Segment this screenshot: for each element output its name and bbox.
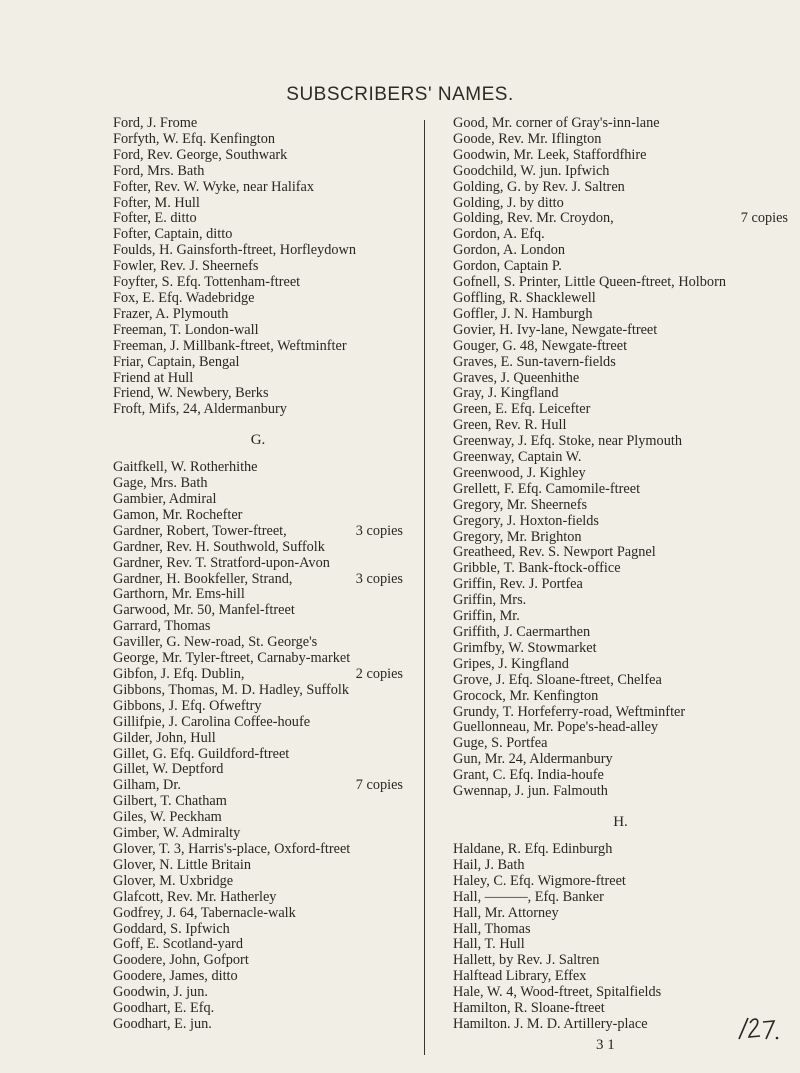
subscriber-name: Gilham, Dr.: [113, 777, 181, 794]
subscriber-entry: [453, 307, 788, 323]
subscriber-name: Goddard, S. Ipfwich: [113, 920, 230, 937]
subscriber-entry: [113, 572, 403, 588]
subscriber-name: Gibbons, J. Efq. Ofweftry: [113, 697, 262, 714]
subscriber-entry: [453, 418, 788, 434]
subscriber-entry: [113, 540, 403, 556]
subscriber-name: Grellett, F. Efq. Camomile-ftreet: [453, 480, 641, 497]
subscriber-entry: [453, 466, 788, 482]
subscriber-name: Gardner, Rev. T. Stratford-upon-Avon: [113, 554, 330, 571]
copies-count: 7 copies: [740, 210, 788, 227]
subscriber-entry: [453, 561, 788, 577]
subscriber-entry: [453, 736, 788, 752]
subscriber-entry: [113, 386, 403, 402]
subscriber-name: Golding, G. by Rev. J. Saltren: [453, 178, 625, 195]
subscriber-name: Gregory, Mr. Sheernefs: [453, 496, 588, 513]
subscriber-name: Hamilton. J. M. D. Artillery-place: [453, 1015, 648, 1032]
subscriber-entry: [113, 747, 403, 763]
subscriber-entry: [113, 826, 403, 842]
subscriber-entry: [113, 651, 403, 667]
subscriber-entry: [113, 243, 403, 259]
subscriber-name: Griffin, Mr.: [453, 608, 520, 625]
subscriber-name: Grundy, T. Horfeferry-road, Weftminfter: [453, 703, 686, 720]
subscriber-name: Goodere, James, ditto: [113, 968, 238, 985]
subscriber-name: Garwood, Mr. 50, Manfel-ftreet: [113, 602, 295, 619]
subscriber-entry: [113, 460, 403, 476]
subscriber-name: Green, E. Efq. Leicefter: [453, 401, 591, 418]
copies-count: 3 copies: [355, 570, 403, 587]
subscriber-name: Hall, T. Hull: [453, 936, 525, 953]
subscriber-entry: [113, 211, 403, 227]
subscriber-name: Goffler, J. N. Hamburgh: [453, 305, 593, 322]
subscriber-name: Grocock, Mr. Kenfington: [453, 687, 599, 704]
subscriber-entry: [113, 339, 403, 355]
subscriber-entry: [453, 922, 788, 938]
subscriber-entry: [453, 148, 788, 164]
subscriber-name: Gordon, A. Efq.: [453, 226, 545, 243]
subscriber-entry: [453, 498, 788, 514]
subscriber-entry: [453, 593, 788, 609]
subscriber-entry: [113, 196, 403, 212]
subscriber-name: Goodchild, W. jun. Ipfwich: [453, 162, 610, 179]
section-heading-g: G.: [250, 432, 266, 449]
handwritten-mark: [737, 1015, 781, 1048]
subscriber-name: Friar, Captain, Bengal: [113, 353, 240, 370]
subscriber-name: Hallett, by Rev. J. Saltren: [453, 952, 600, 969]
subscriber-name: Hall, Mr. Attorney: [453, 904, 559, 921]
subscriber-name: Fofter, M. Hull: [113, 194, 200, 211]
subscriber-name: Gordon, Captain P.: [453, 258, 562, 275]
subscriber-entry: [453, 164, 788, 180]
subscriber-entry: [113, 667, 403, 683]
subscriber-entry: [113, 969, 403, 985]
subscriber-name: Haldane, R. Efq. Edinburgh: [453, 840, 613, 857]
subscriber-entry: [453, 705, 788, 721]
subscriber-name: Garrard, Thomas: [113, 618, 211, 635]
subscriber-name: Hale, W. 4, Wood-ftreet, Spitalfields: [453, 984, 662, 1001]
subscriber-entry: [113, 180, 403, 196]
subscriber-name: Ford, J. Frome: [113, 115, 198, 131]
copies-count: 2 copies: [355, 666, 403, 682]
subscriber-entry: [113, 291, 403, 307]
subscriber-entry: [453, 874, 788, 890]
subscriber-entry: [453, 858, 788, 874]
subscriber-entry: [113, 259, 403, 275]
subscriber-entry: [453, 953, 788, 969]
h-entries-list: [453, 842, 788, 1033]
subscriber-entry: [113, 524, 403, 540]
subscriber-name: Hall, Thomas: [453, 920, 531, 937]
subscriber-name: Gibfon, J. Efq. Dublin,: [113, 666, 245, 682]
subscriber-name: Gardner, Rev. H. Southwold, Suffolk: [113, 538, 325, 555]
left-column: [113, 116, 403, 1033]
subscriber-entry: [113, 683, 403, 699]
subscriber-name: Forfyth, W. Efq. Kenfington: [113, 130, 276, 147]
subscriber-name: Freeman, T. London-wall: [113, 321, 259, 338]
subscriber-name: Graves, E. Sun-tavern-fields: [453, 353, 616, 370]
subscriber-name: Fofter, Captain, ditto: [113, 226, 233, 243]
subscriber-entry: [453, 906, 788, 922]
subscriber-name: George, Mr. Tyler-ftreet, Carnaby-market: [113, 650, 351, 667]
subscriber-entry: [113, 355, 403, 371]
subscriber-entry: [453, 752, 788, 768]
subscriber-name: Goodwin, Mr. Leek, Staffordfhire: [453, 146, 647, 163]
subscriber-entry: [453, 339, 788, 355]
subscriber-name: Gun, Mr. 24, Aldermanbury: [453, 751, 613, 768]
subscriber-entry: [453, 545, 788, 561]
subscriber-entry: [113, 715, 403, 731]
subscriber-entry: [453, 937, 788, 953]
subscriber-name: Gribble, T. Bank-ftock-office: [453, 560, 621, 577]
subscriber-entry: [453, 657, 788, 673]
subscriber-name: Gimber, W. Admiralty: [113, 825, 241, 842]
section-heading-h: H.: [613, 813, 628, 830]
subscriber-entry: [113, 874, 403, 890]
subscriber-name: Gillet, W. Deptford: [113, 761, 224, 778]
subscriber-name: Godfrey, J. 64, Tabernacle-walk: [113, 904, 296, 921]
subscriber-entry: [113, 323, 403, 339]
subscriber-entry: [113, 794, 403, 810]
subscriber-name: Goodere, John, Gofport: [113, 952, 249, 969]
subscriber-name: Griffith, J. Caermarthen: [453, 624, 591, 640]
subscriber-name: Gillet, G. Efq. Guildford-ftreet: [113, 745, 290, 762]
subscriber-name: Greenwood, J. Kighley: [453, 464, 586, 481]
subscriber-name: Greenway, J. Efq. Stoke, near Plymouth: [453, 433, 682, 450]
subscriber-name: Gaviller, G. New-road, St. George's: [113, 634, 318, 651]
subscriber-name: Glover, M. Uxbridge: [113, 872, 234, 889]
subscriber-name: Glover, T. 3, Harris's-place, Oxford-ftreet: [113, 840, 351, 857]
subscriber-name: Hall, ———, Efq. Banker: [453, 888, 604, 905]
subscriber-name: Gilbert, T. Chatham: [113, 793, 227, 810]
subscriber-entry: [453, 890, 788, 906]
subscriber-name: Goff, E. Scotland-yard: [113, 936, 243, 953]
subscriber-entry: [113, 842, 403, 858]
subscriber-name: Goode, Rev. Mr. Iflington: [453, 130, 602, 147]
subscriber-entry: [113, 937, 403, 953]
subscriber-entry: [113, 164, 403, 180]
subscriber-entry: [113, 227, 403, 243]
subscriber-entry: [113, 1017, 403, 1033]
subscriber-name: Friend, W. Newbery, Berks: [113, 385, 269, 402]
subscriber-name: Hamilton, R. Sloane-ftreet: [453, 1000, 605, 1017]
subscriber-entry: [453, 673, 788, 689]
subscriber-entry: [453, 450, 788, 466]
subscriber-entry: [453, 689, 788, 705]
copies-count: 3 copies: [355, 522, 403, 539]
page-title: SUBSCRIBERS' NAMES.: [286, 84, 514, 105]
subscriber-entry: [453, 609, 788, 625]
subscriber-entry: [453, 402, 788, 418]
subscriber-name: Graves, J. Queenhithe: [453, 369, 580, 386]
subscriber-entry: [453, 355, 788, 371]
subscriber-name: Govier, H. Ivy-lane, Newgate-ftreet: [453, 321, 658, 338]
page-number: 3 1: [596, 1037, 615, 1053]
subscriber-name: Fofter, Rev. W. Wyke, near Halifax: [113, 178, 315, 195]
subscriber-name: Golding, J. by ditto: [453, 194, 564, 211]
subscriber-name: Foyfter, S. Efq. Tottenham-ftreet: [113, 274, 301, 291]
subscriber-entry: [453, 386, 788, 402]
subscriber-entry: [113, 906, 403, 922]
subscriber-name: Goodwin, J. jun.: [113, 984, 208, 1001]
subscriber-entry: [113, 307, 403, 323]
subscriber-name: Haley, C. Efq. Wigmore-ftreet: [453, 872, 626, 889]
subscriber-entry: [453, 482, 788, 498]
g-entries-list: [113, 460, 403, 1033]
subscriber-entry: [113, 858, 403, 874]
subscriber-name: Gregory, J. Hoxton-fields: [453, 512, 599, 529]
subscriber-name: Garthorn, Mr. Ems-hill: [113, 586, 245, 603]
subscriber-name: Freeman, J. Millbank-ftreet, Weftminfter: [113, 337, 347, 354]
subscriber-name: Fox, E. Efq. Wadebridge: [113, 289, 255, 306]
subscriber-entry: [453, 196, 788, 212]
subscriber-name: Gardner, H. Bookfeller, Strand,: [113, 570, 293, 587]
subscriber-entry: [453, 784, 788, 800]
subscriber-entry: [453, 514, 788, 530]
subscriber-entry: [453, 371, 788, 387]
subscriber-entry: [113, 985, 403, 1001]
subscriber-entry: [113, 731, 403, 747]
subscriber-name: Greatheed, Rev. S. Newport Pagnel: [453, 544, 656, 561]
column-divider: [424, 120, 425, 1055]
subscriber-name: Griffin, Mrs.: [453, 592, 527, 609]
subscriber-name: Griffin, Rev. J. Portfea: [453, 576, 583, 593]
subscriber-entry: [453, 720, 788, 736]
subscriber-entry: [113, 953, 403, 969]
subscriber-entry: [113, 371, 403, 387]
subscriber-name: Gregory, Mr. Brighton: [453, 528, 582, 545]
subscriber-name: Fowler, Rev. J. Sheernefs: [113, 258, 259, 275]
subscriber-entry: [113, 890, 403, 906]
subscriber-name: Grant, C. Efq. India-houfe: [453, 767, 604, 784]
subscriber-name: Frazer, A. Plymouth: [113, 305, 229, 322]
subscriber-name: Gamon, Mr. Rochefter: [113, 506, 243, 523]
subscriber-entry: [453, 323, 788, 339]
subscriber-entry: [453, 291, 788, 307]
subscriber-entry: [453, 434, 788, 450]
subscriber-name: Foulds, H. Gainsforth-ftreet, Horfleydown: [113, 242, 356, 259]
subscriber-name: Glover, N. Little Britain: [113, 856, 251, 873]
subscriber-name: Gibbons, Thomas, M. D. Hadley, Suffolk: [113, 681, 350, 698]
subscriber-entry: [113, 603, 403, 619]
subscriber-entry: [453, 275, 788, 291]
subscriber-entry: [453, 211, 788, 227]
right-column: [453, 116, 788, 1033]
subscriber-entry: [113, 275, 403, 291]
subscriber-entry: [453, 842, 788, 858]
subscriber-name: Guellonneau, Mr. Pope's-head-alley: [453, 719, 659, 736]
subscriber-entry: [113, 587, 403, 603]
subscriber-name: Gordon, A. London: [453, 242, 565, 259]
subscriber-name: Glafcott, Rev. Mr. Hatherley: [113, 888, 277, 905]
subscriber-entry: [113, 556, 403, 572]
subscriber-entry: [113, 762, 403, 778]
subscriber-entry: [453, 768, 788, 784]
subscriber-name: Giles, W. Peckham: [113, 809, 222, 826]
subscriber-entry: [113, 635, 403, 651]
subscriber-name: Gripes, J. Kingfland: [453, 655, 569, 672]
g-entries-list-continued: [453, 116, 788, 800]
subscriber-name: Good, Mr. corner of Gray's-inn-lane: [453, 115, 660, 131]
subscriber-name: Ford, Mrs. Bath: [113, 162, 205, 179]
subscriber-name: Gage, Mrs. Bath: [113, 475, 208, 492]
subscriber-name: Golding, Rev. Mr. Croydon,: [453, 210, 614, 227]
subscriber-name: Gwennap, J. jun. Falmouth: [453, 783, 608, 800]
subscriber-name: Goodhart, E. jun.: [113, 1015, 212, 1032]
subscriber-entry: [113, 476, 403, 492]
subscriber-entry: [113, 148, 403, 164]
subscriber-entry: [113, 492, 403, 508]
subscriber-entry: [453, 180, 788, 196]
subscriber-name: Guge, S. Portfea: [453, 735, 548, 752]
subscriber-name: Gofnell, S. Printer, Little Queen-ftreet, Holborn: [453, 274, 726, 291]
subscriber-name: Gillifpie, J. Carolina Coffee-houfe: [113, 713, 311, 730]
subscriber-name: Grimfby, W. Stowmarket: [453, 639, 597, 656]
subscriber-entry: [453, 227, 788, 243]
subscriber-name: Grove, J. Efq. Sloane-ftreet, Chelfea: [453, 671, 662, 688]
subscriber-entry: [113, 699, 403, 715]
copies-count: 7 copies: [355, 777, 403, 794]
subscriber-entry: [113, 619, 403, 635]
subscriber-name: Gouger, G. 48, Newgate-ftreet: [453, 337, 628, 354]
subscriber-name: Ford, Rev. George, Southwark: [113, 146, 288, 163]
handwritten-mark-graphic: [737, 1015, 781, 1043]
subscriber-entry: [453, 969, 788, 985]
subscriber-entry: [453, 132, 788, 148]
subscriber-entry: [453, 625, 788, 641]
subscriber-entry: [453, 641, 788, 657]
subscriber-entry: [453, 116, 788, 132]
subscriber-entry: [113, 922, 403, 938]
subscriber-entry: [113, 810, 403, 826]
subscriber-name: Gambier, Admiral: [113, 491, 217, 508]
subscriber-entry: [453, 577, 788, 593]
subscriber-name: Gray, J. Kingfland: [453, 385, 559, 402]
subscriber-entry: [453, 985, 788, 1001]
subscriber-entry: [113, 508, 403, 524]
subscriber-name: Green, Rev. R. Hull: [453, 417, 567, 434]
subscriber-name: Goffling, R. Shacklewell: [453, 289, 596, 306]
subscriber-entry: [453, 530, 788, 546]
subscriber-name: Goodhart, E. Efq.: [113, 1000, 215, 1017]
subscriber-entry: [453, 243, 788, 259]
subscriber-name: Gaitfkell, W. Rotherhithe: [113, 459, 258, 476]
subscriber-entry: [453, 259, 788, 275]
subscriber-name: Gilder, John, Hull: [113, 729, 216, 746]
subscriber-entry: [113, 132, 403, 148]
subscriber-entry: [113, 1001, 403, 1017]
subscriber-entry: [113, 402, 403, 418]
subscriber-entry: [113, 116, 403, 132]
subscriber-name: Fofter, E. ditto: [113, 210, 197, 227]
subscriber-name: Halftead Library, Effex: [453, 968, 587, 985]
subscriber-entry: [113, 778, 403, 794]
f-entries-list: [113, 116, 403, 418]
subscriber-name: Friend at Hull: [113, 369, 194, 386]
subscriber-name: Greenway, Captain W.: [453, 449, 582, 466]
subscriber-name: Froft, Mifs, 24, Aldermanbury: [113, 401, 287, 418]
subscriber-name: Hail, J. Bath: [453, 856, 525, 873]
subscriber-name: Gardner, Robert, Tower-ftreet,: [113, 522, 287, 539]
